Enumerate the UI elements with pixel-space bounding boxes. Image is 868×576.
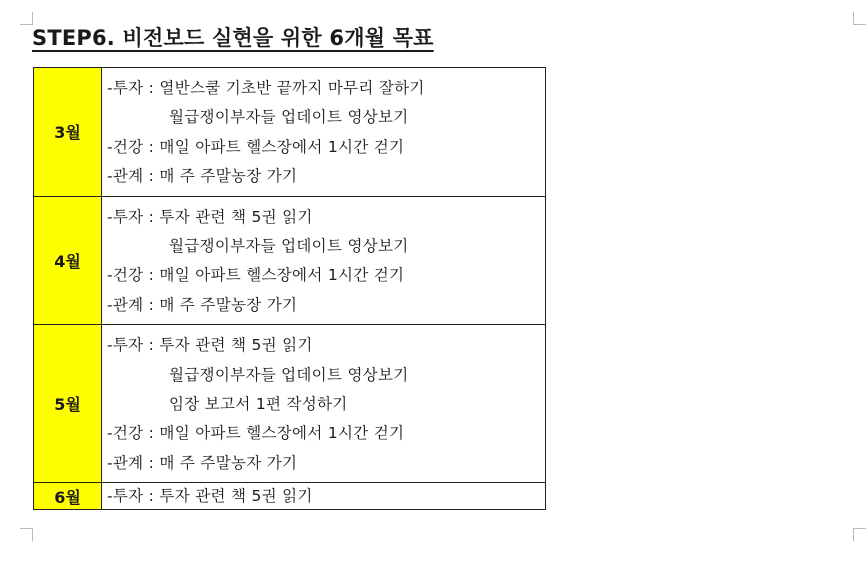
page-corner-mark-bottom-left — [20, 528, 33, 541]
goal-line: -투자 : 투자 관련 책 5권 읽기 — [107, 207, 313, 226]
goal-line: -관계 : 매 주 주말농장 가기 — [107, 295, 298, 314]
goal-line: -관계 : 매 주 주말농자 가기 — [107, 453, 298, 472]
goal-line: 월급쟁이부자들 업데이트 영상보기 — [169, 108, 409, 127]
goal-line: -건강 : 매일 아파트 헬스장에서 1시간 걷기 — [107, 137, 405, 156]
goal-line: 임장 보고서 1편 작성하기 — [169, 394, 348, 413]
month-label: 4월 — [34, 196, 102, 325]
goal-line: 월급쟁이부자들 업데이트 영상보기 — [169, 365, 409, 384]
table-row-may — [34, 325, 546, 483]
table-row-march — [34, 68, 546, 197]
document-title: STEP6. 비전보드 실현을 위한 6개월 목표 — [32, 26, 434, 50]
goal-line: 월급쟁이부자들 업데이트 영상보기 — [169, 236, 409, 255]
page-corner-mark-top-right — [853, 12, 866, 25]
goal-line: -투자 : 열반스쿨 기초반 끝까지 마무리 잘하기 — [107, 79, 425, 97]
table-row-april — [34, 196, 546, 325]
goals-cell — [102, 196, 546, 325]
table-row-june — [34, 483, 546, 510]
month-label: 3월 — [34, 68, 102, 197]
goals-cell — [102, 325, 546, 483]
month-label: 5월 — [34, 325, 102, 483]
goal-line: -관계 : 매 주 주말농장 가기 — [107, 167, 298, 186]
page-corner-mark-bottom-right — [853, 528, 866, 541]
goal-line: -투자 : 투자 관련 책 5권 읽기 — [107, 487, 313, 506]
goal-line: -건강 : 매일 아파트 헬스장에서 1시간 걷기 — [107, 424, 405, 443]
month-label: 6월 — [34, 483, 102, 510]
goals-cell — [102, 68, 546, 197]
monthly-goals-table — [33, 67, 546, 510]
goal-line: -투자 : 투자 관련 책 5권 읽기 — [107, 336, 313, 355]
goals-cell — [102, 483, 546, 510]
goal-line: -건강 : 매일 아파트 헬스장에서 1시간 걷기 — [107, 266, 405, 285]
